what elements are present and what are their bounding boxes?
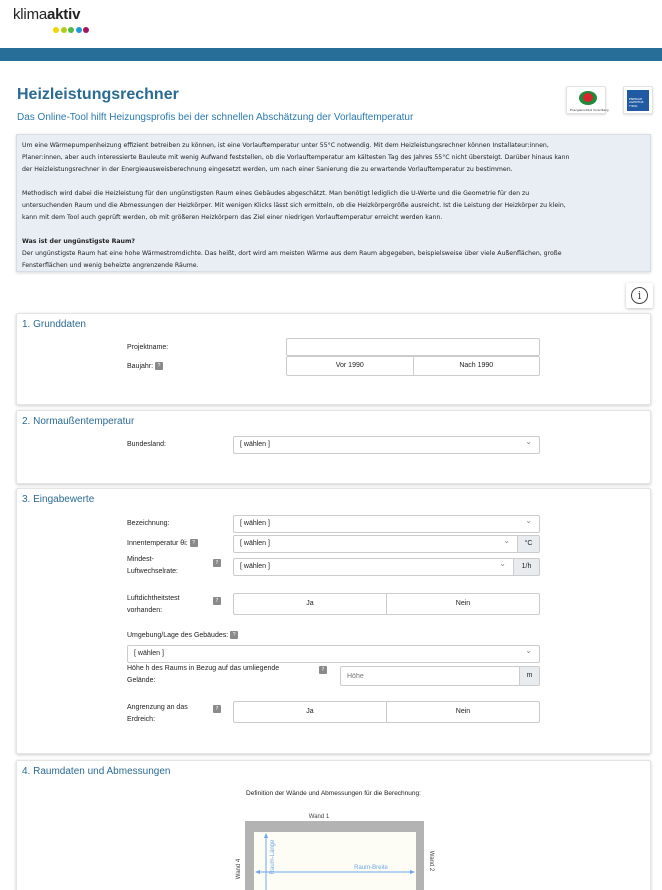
logo-dot: [53, 27, 59, 33]
baujahr-toggle: [286, 356, 540, 376]
bundesland-select[interactable]: [ wählen ] ⌄: [233, 436, 540, 454]
info-button[interactable]: [626, 283, 653, 308]
page-title: Heizleistungsrechner: [17, 86, 179, 103]
help-icon[interactable]: ?: [213, 597, 221, 605]
bundesland-label: Bundesland:: [127, 441, 166, 448]
section-title: 3. Eingabewerte: [22, 494, 95, 505]
wall-4-label: Wand 4: [236, 858, 242, 880]
intro-box: [16, 134, 651, 272]
wall-1-label: Wand 1: [308, 814, 330, 820]
projektname-label: Projektname:: [127, 344, 169, 351]
section-eingabewerte: [16, 488, 651, 754]
logo-dots: [53, 27, 89, 33]
intro-question: Was ist der ungünstigste Raum?: [22, 238, 135, 245]
baujahr-label: Baujahr: ?: [127, 361, 163, 373]
luftdichtheitstest-toggle: [233, 593, 540, 615]
section-title: 2. Normaußentemperatur: [22, 416, 135, 427]
erdreich-label: Angrenzung an das Erdreich:: [127, 704, 188, 723]
help-icon[interactable]: ?: [155, 362, 163, 370]
wall-2-label: Wand 2: [428, 850, 434, 872]
help-icon[interactable]: ?: [319, 666, 327, 674]
luftwechselrate-label: Mindest- Luftwechselrate:: [127, 556, 178, 575]
hoehe-label: Höhe h des Raums in Bezug auf das umliegende Gelände:: [127, 665, 280, 684]
help-icon[interactable]: ?: [190, 539, 198, 547]
energieinstitut-emblem-icon: [579, 91, 597, 105]
luftdichtheitstest-option-nein[interactable]: Nein: [386, 594, 539, 614]
section-title: 1. Grunddaten: [22, 319, 86, 330]
logo-dot: [76, 27, 82, 33]
section-raumdaten: [16, 760, 651, 890]
info-icon: i: [631, 287, 648, 304]
partner-logo-energieagentur-tirol[interactable]: [623, 86, 653, 114]
klimaaktiv-logo[interactable]: [13, 6, 80, 23]
intro-text: kann mit dem Tool auch geprüft werden, ob mit größeren Heizkörpern das Ziel einer niedrigen Vorlauftemperatur erreicht werden kann.: [22, 214, 443, 221]
umgebung-label: Umgebung/Lage des Gebäudes: ?: [127, 630, 238, 642]
intro-text: Fensterflächen und wenig beheizte angrenzende Räume.: [22, 262, 199, 269]
intro-text: Um eine Wärmepumpenheizung effizient betreiben zu können, ist eine Vorlauftemperatur unter 55°C notwendig. Mit dem Heizleistungsrechner können Installateur:innen,: [22, 142, 549, 149]
intro-text: Planer:innen, aber auch interessierte Bauleute mit wenig Aufwand feststellen, ob die Vorlauftemperatur am kältesten Tag des Jahres 55°C nicht übersteigt. Darüber hinaus kann: [22, 154, 570, 161]
innentemperatur-select[interactable]: [ wählen ] ⌄: [233, 535, 518, 553]
hoehe-input[interactable]: [340, 666, 520, 686]
bezeichnung-label: Bezeichnung:: [127, 520, 170, 527]
logo-text: klimaaktiv: [13, 6, 81, 23]
erdreich-toggle: [233, 701, 540, 723]
projektname-input[interactable]: [286, 338, 540, 356]
diagram-caption: Definition der Wände und Abmessungen für die Berechnung:: [246, 790, 421, 797]
innentemperatur-unit: °C: [518, 535, 540, 553]
erdreich-option-nein[interactable]: Nein: [386, 702, 539, 722]
luftdichtheitstest-label: Luftdichtheitstest vorhanden:: [127, 595, 180, 614]
help-icon[interactable]: ?: [230, 631, 238, 639]
intro-text: Der ungünstigste Raum hat eine hohe Wärmestromdichte. Das heißt, dort wird am meisten Wärme aus dem Raum abgegeben, beispielsweise über viele Außenflächen, große: [22, 250, 562, 257]
logo-dot: [68, 27, 74, 33]
baujahr-option-nach-1990[interactable]: Nach 1990: [413, 357, 540, 375]
partner-logo-energieinstitut[interactable]: [566, 86, 609, 114]
room-diagram: [17, 761, 652, 890]
section-normaussentemperatur: [16, 410, 651, 484]
umgebung-select[interactable]: [ wählen ] ⌄: [127, 645, 540, 663]
help-icon[interactable]: ?: [213, 559, 221, 567]
help-icon[interactable]: ?: [213, 705, 221, 713]
hoehe-unit: m: [520, 666, 540, 686]
bezeichnung-select[interactable]: [ wählen ] ⌄: [233, 515, 540, 533]
intro-text: Methodisch wird dabei die Heizleistung für den ungünstigsten Raum eines Gebäudes abgeschätzt. Man benötigt lediglich die U-Werte und die Geometrie für den zu: [22, 190, 530, 197]
section-title: 4. Raumdaten und Abmessungen: [22, 766, 171, 777]
page-subtitle: Das Online-Tool hilft Heizungsprofis bei der schnellen Abschätzung der Vorlauftemperatur: [17, 112, 414, 123]
intro-text: untersuchenden Raum und die Abmessungen der Heizkörper. Mit wenigen Klicks lässt sich ermitteln, ob die Heizkörpergröße ausreicht. Ist die Leistung der Heizkörper zu klein,: [22, 202, 566, 209]
partner1-text: Energieinstitut Vorarlberg: [570, 108, 609, 112]
length-label: Raum-Länge: [270, 839, 276, 875]
room-floor: [254, 832, 416, 890]
luftwechselrate-select[interactable]: [ wählen ] ⌄: [233, 558, 514, 576]
tirol-logo: ENERGIE AGENTUR TIROL: [627, 90, 649, 111]
width-label: Raum-Breite: [354, 865, 388, 871]
baujahr-option-vor-1990[interactable]: Vor 1990: [335, 362, 364, 369]
luftdichtheitstest-option-ja[interactable]: Ja: [306, 600, 314, 607]
header-bar: [0, 48, 662, 61]
logo-dot: [61, 27, 67, 33]
intro-text: der Heizleistungsrechner in der Energieausweisberechnung eingesetzt werden, um nach einer Sanierung die zu erwartende Vorlauftemperatur zu bestimmen.: [22, 166, 513, 173]
innentemperatur-label: Innentemperatur θi: ?: [127, 538, 198, 550]
logo-dot: [83, 27, 89, 33]
luftwechselrate-unit: 1/h: [514, 558, 540, 576]
erdreich-option-ja[interactable]: Ja: [306, 708, 314, 715]
section-grunddaten: [16, 313, 651, 405]
